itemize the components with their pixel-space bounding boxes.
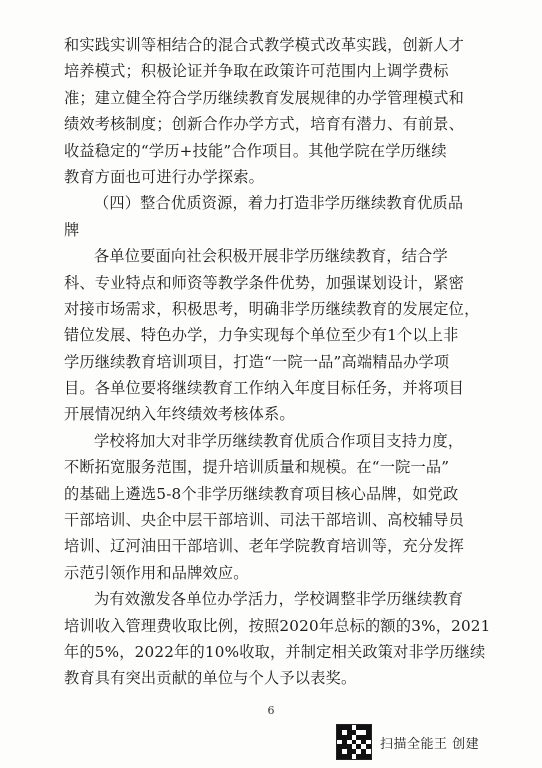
paragraph-continuation — [64, 32, 494, 190]
text-line: 教育方面也可进行办学探索。 — [64, 167, 265, 186]
heading-line: （四）整合优质资源，着力打造非学历继续教育优质品 — [94, 194, 464, 213]
heading-line: 牌 — [64, 220, 80, 239]
text-line: 示范引领作用和品牌效应。 — [64, 563, 249, 582]
text-line: 科、专业特点和师资等教学条件优势，加强谋划设计，紧密 — [64, 273, 465, 292]
text-line: 干部培训、央企中层干部培训、司法干部培训、高校辅导员 — [64, 511, 465, 530]
text-line: 对接市场需求，积极思考，明确非学历继续教育的发展定位， — [64, 299, 480, 318]
text-line: 不断拓宽服务范围，提升培训质量和规模。在“一院一品” — [64, 458, 450, 477]
text-line: 培训收入管理费收取比例，按照2020年总标的额的3%，2021 — [64, 616, 491, 635]
text-line: 收益稳定的“学历+技能”合作项目。其他学院在学历继续 — [64, 141, 447, 160]
page-number: 6 — [267, 704, 275, 717]
text-line: 准；建立健全符合学历继续教育发展规律的办学管理模式和 — [64, 88, 465, 107]
section-heading — [64, 190, 494, 243]
text-line: 错位发展、特色办学，力争实现每个单位至少有1个以上非 — [64, 326, 459, 345]
text-line: 目。各单位要将继续教育工作纳入年度目标任务，并将项目 — [64, 379, 465, 398]
text-line: 各单位要面向社会积极开展非学历继续教育，结合学 — [94, 247, 448, 266]
text-line: 年的5%，2022年的10%收取，并制定相关政策对非学历继续 — [64, 642, 486, 661]
text-line: 绩效考核制度；创新合作办学方式，培育有潜力、有前景、 — [64, 115, 465, 134]
paragraph-fee-ratio — [64, 586, 494, 692]
text-line: 的基础上遴选5-8个非学历继续教育项目核心品牌，如党政 — [64, 484, 459, 503]
text-line: 培养模式；积极论证并争取在政策许可范围内上调学费标 — [64, 62, 449, 81]
text-line: 教育具有突出贡献的单位与个人予以表奖。 — [64, 669, 357, 688]
text-line: 为有效激发各单位办学活力，学校调整非学历继续教育 — [94, 590, 464, 609]
paragraph-school-support — [64, 428, 494, 586]
text-line: 开展情况纳入年终绩效考核体系。 — [64, 405, 295, 424]
scanner-watermark — [336, 724, 479, 760]
watermark-text: 扫描全能王 创建 — [380, 736, 480, 752]
text-line: 培训、辽河油田干部培训、老年学院教育培训等，充分发挥 — [64, 537, 465, 556]
document-body — [64, 32, 494, 692]
qr-code-icon — [336, 724, 372, 760]
text-line: 学历继续教育培训项目，打造“一院一品”高端精品办学项 — [64, 352, 450, 371]
text-line: 学校将加大对非学历继续教育优质合作项目支持力度， — [94, 431, 464, 450]
paragraph-units — [64, 243, 494, 428]
text-line: 和实践实训等相结合的混合式教学模式改革实践，创新人才 — [64, 36, 465, 54]
